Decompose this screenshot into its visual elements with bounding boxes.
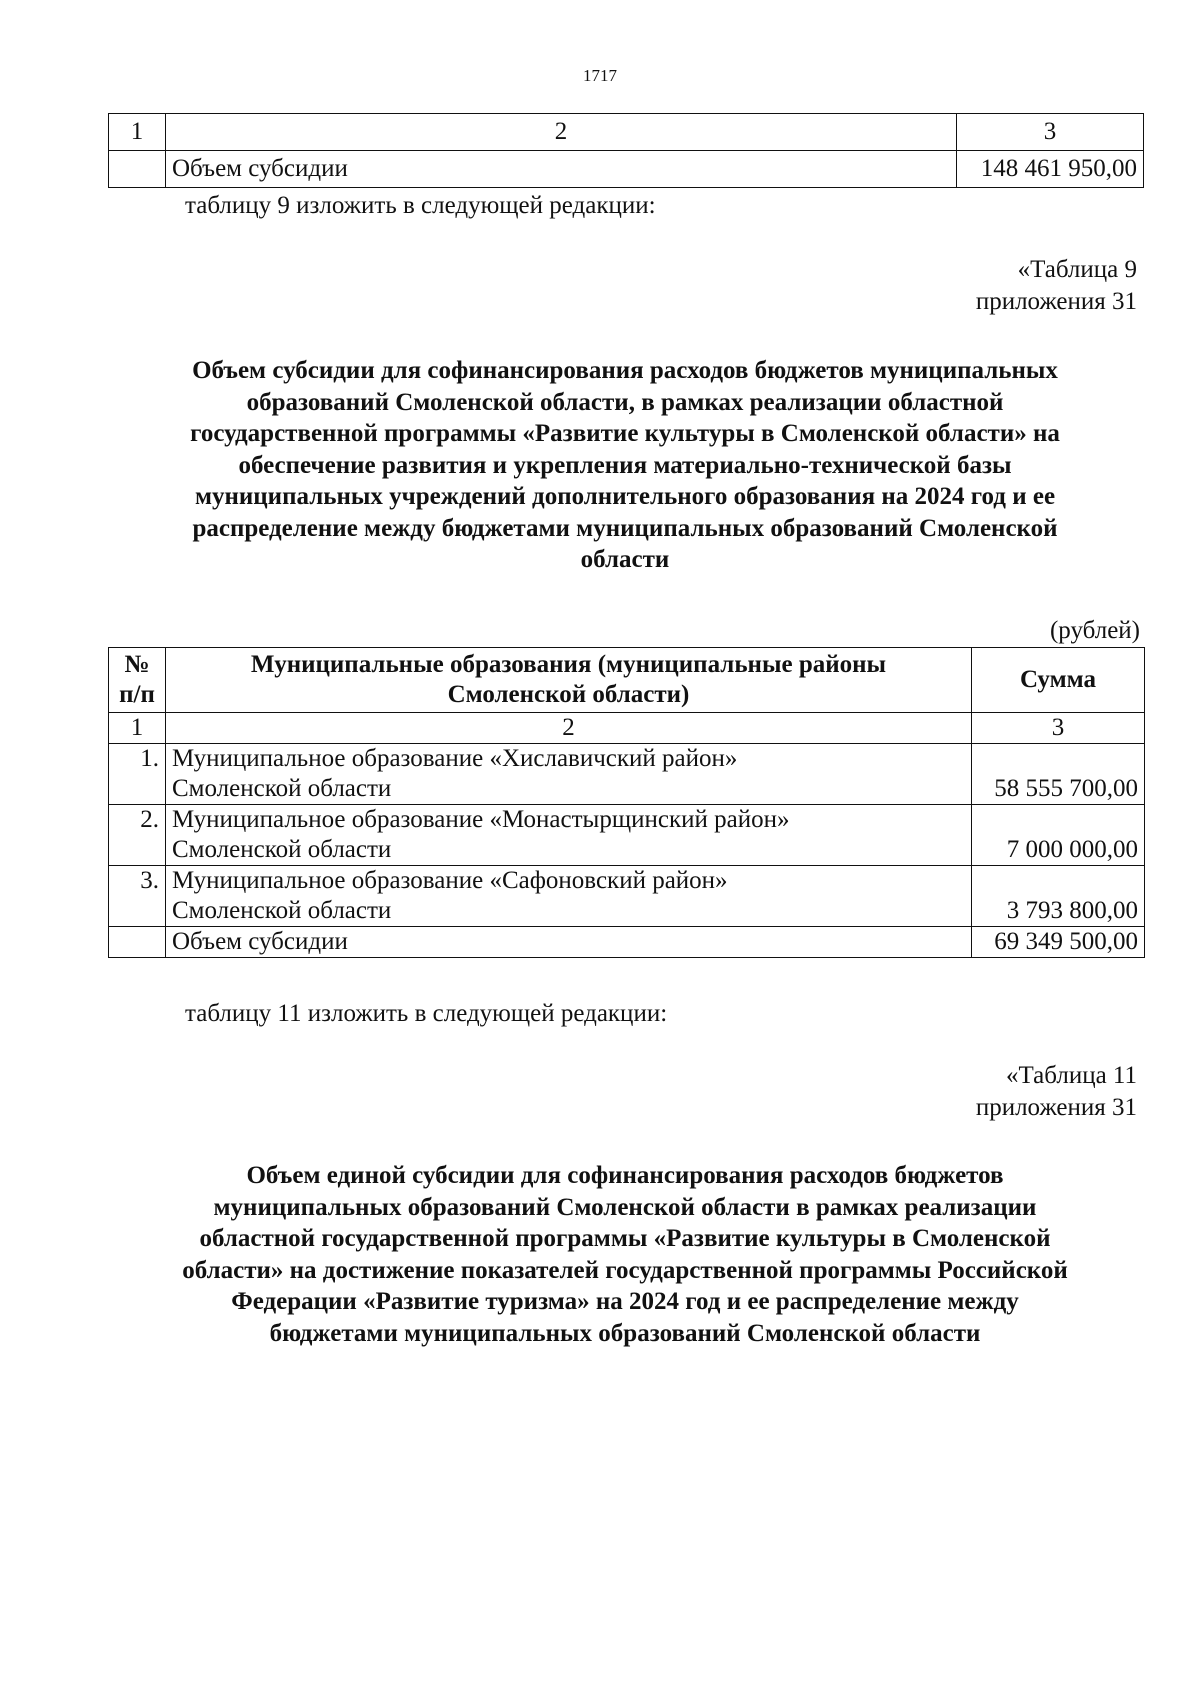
title-line: обеспечение развития и укрепления материально-технической базы [238,451,1012,479]
page-number: 1717 [583,66,617,85]
row-amount: 3 793 800,00 [972,866,1145,927]
total-label: Объем субсидии [166,927,972,958]
col-number-1: 1 [109,114,166,151]
total-row [109,927,1145,958]
table-row [109,805,1145,866]
row-name-line1: Муниципальное образование «Сафоновский район» [172,867,728,894]
row-municipality [166,744,972,805]
row-name-line1: Муниципальное образование «Монастырщинский район» [172,806,790,833]
header-municipality [166,648,972,713]
total-row [109,151,1144,188]
title-line: распределение между бюджетами муниципальных образований Смоленской [192,514,1058,542]
row-amount: 7 000 000,00 [972,805,1145,866]
row-municipality [166,866,972,927]
table9-reference [976,254,1137,318]
row-name-line2: Смоленской области [172,897,392,924]
header-municipality-line1: Муниципальные образования (муниципальные районы [250,651,887,678]
table-row [109,744,1145,805]
title-line: областной государственной программы «Развитие культуры в Смоленской [199,1225,1051,1252]
table-header-row [109,114,1144,151]
intro-text-table11: таблицу 11 изложить в следующей редакции: [185,1000,668,1027]
total-label: Объем субсидии [166,151,957,188]
intro-text-table9: таблицу 9 изложить в следующей редакции: [185,192,656,219]
title-line: государственной программы «Развитие культуры в Смоленской области» на [190,420,1060,447]
total-value: 69 349 500,00 [972,927,1145,958]
col-number-1: 1 [109,713,166,744]
header-number-line1: № [124,651,150,678]
table11-ref-line1: «Таблица 11 [1006,1062,1137,1089]
col-number-3: 3 [972,713,1145,744]
table11-title [110,1160,1140,1349]
header-municipality-line2: Смоленской области) [447,681,690,708]
table9-title [110,355,1140,576]
title-line: муниципальных образований Смоленской области в рамках реализации [213,1193,1037,1221]
title-line: образований Смоленской области, в рамках реализации областной [246,388,1004,416]
col-number-2: 2 [166,713,972,744]
row-number: 2. [109,805,166,866]
title-line: бюджетами муниципальных образований Смоленской области [269,1319,981,1347]
table11-reference [976,1060,1137,1124]
table11-ref-line2: приложения 31 [975,1094,1137,1121]
row-amount: 58 555 700,00 [972,744,1145,805]
col-number-2: 2 [166,114,957,151]
empty-cell [109,151,166,188]
empty-cell [109,927,166,958]
row-municipality [166,805,972,866]
column-number-row [109,713,1145,744]
units-label: (рублей) [1049,617,1140,644]
header-sum: Сумма [972,648,1145,713]
title-line: области [580,546,670,573]
title-line: Федерации «Развитие туризма» на 2024 год и ее распределение между [231,1288,1019,1315]
continued-table [108,113,1144,188]
title-line: муниципальных учреждений дополнительного образования на 2024 год и ее [194,483,1056,510]
title-line: Объем единой субсидии для софинансирования расходов бюджетов [246,1162,1004,1189]
table9 [108,647,1145,958]
title-line: Объем субсидии для софинансирования расходов бюджетов муниципальных [192,357,1058,384]
header-number [109,648,166,713]
row-number: 1. [109,744,166,805]
title-line: области» на достижение показателей государственной программы Российской [182,1256,1068,1284]
row-number: 3. [109,866,166,927]
total-value: 148 461 950,00 [957,151,1144,188]
header-number-line2: п/п [119,681,155,708]
col-number-3: 3 [957,114,1144,151]
row-name-line2: Смоленской области [172,836,392,863]
table-header-row [109,648,1145,713]
table9-ref-line2: приложения 31 [975,288,1137,315]
table-row [109,866,1145,927]
table9-ref-line1: «Таблица 9 [1017,256,1137,283]
row-name-line1: Муниципальное образование «Хиславичский район» [172,745,738,772]
row-name-line2: Смоленской области [172,775,392,802]
